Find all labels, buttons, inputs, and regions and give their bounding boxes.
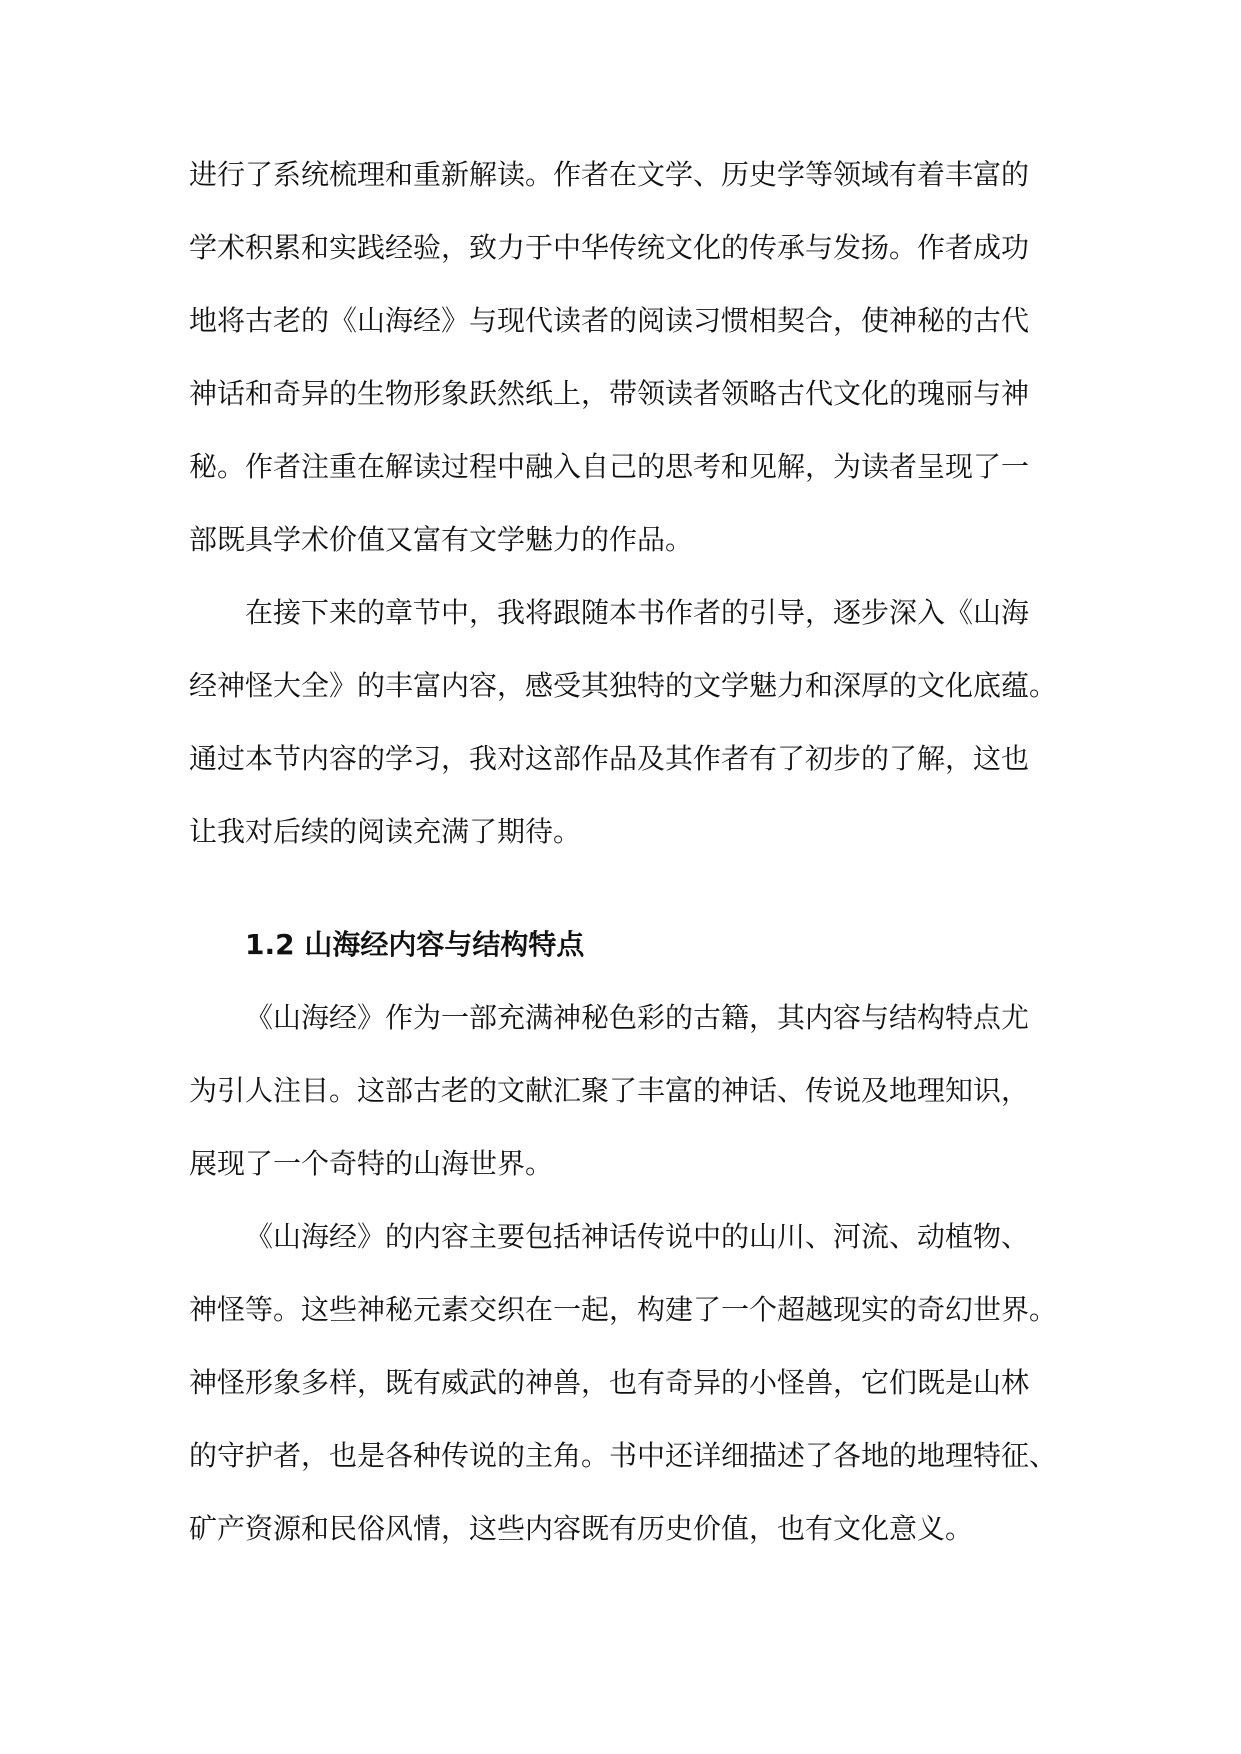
paragraph-content-structure-intro — [189, 981, 1055, 1200]
text-line: 的守护者，也是各种传说的主角。书中还详细描述了各地的地理特征、 — [189, 1439, 1058, 1472]
text-line: 神怪形象多样，既有威武的神兽，也有奇异的小怪兽，它们既是山林 — [189, 1366, 1030, 1399]
section-heading: 1.2 山海经内容与结构特点 — [245, 928, 585, 961]
text-line: 在接下来的章节中，我将跟随本书作者的引导，逐步深入《山海 — [245, 596, 1030, 629]
text-line: 为引人注目。这部古老的文献汇聚了丰富的神话、传说及地理知识， — [189, 1074, 1030, 1107]
text-line: 展现了一个奇特的山海世界。 — [189, 1147, 554, 1180]
text-line: 通过本节内容的学习，我对这部作品及其作者有了初步的了解，这也 — [189, 742, 1030, 775]
text-line: 神怪等。这些神秘元素交织在一起，构建了一个超越现实的奇幻世界。 — [189, 1293, 1058, 1326]
text-line: 秘。作者注重在解读过程中融入自己的思考和见解，为读者呈现了一 — [189, 450, 1030, 483]
text-line: 经神怪大全》的丰富内容，感受其独特的文学魅力和深厚的文化底蕴。 — [189, 669, 1058, 702]
paragraph-next-chapters — [189, 576, 1058, 868]
paragraph-author-intro-continued — [189, 138, 1055, 576]
text-line: 部既具学术价值又富有文学魅力的作品。 — [189, 523, 694, 556]
text-line: 地将古老的《山海经》与现代读者的阅读习惯相契合，使神秘的古代 — [189, 304, 1030, 337]
paragraph-content-details — [189, 1200, 1058, 1565]
text-line: 让我对后续的阅读充满了期待。 — [189, 815, 582, 848]
text-line: 矿产资源和民俗风情，这些内容既有历史价值，也有文化意义。 — [189, 1512, 974, 1545]
text-line: 进行了系统梳理和重新解读。作者在文学、历史学等领域有着丰富的 — [189, 158, 1030, 191]
text-line: 《山海经》作为一部充满神秘色彩的古籍，其内容与结构特点尤 — [245, 1001, 1030, 1034]
text-line: 《山海经》的内容主要包括神话传说中的山川、河流、动植物、 — [245, 1220, 1030, 1253]
document-page — [189, 138, 1058, 1565]
text-line: 神话和奇异的生物形象跃然纸上，带领读者领略古代文化的瑰丽与神 — [189, 377, 1030, 410]
text-line: 学术积累和实践经验，致力于中华传统文化的传承与发扬。作者成功 — [189, 231, 1030, 264]
